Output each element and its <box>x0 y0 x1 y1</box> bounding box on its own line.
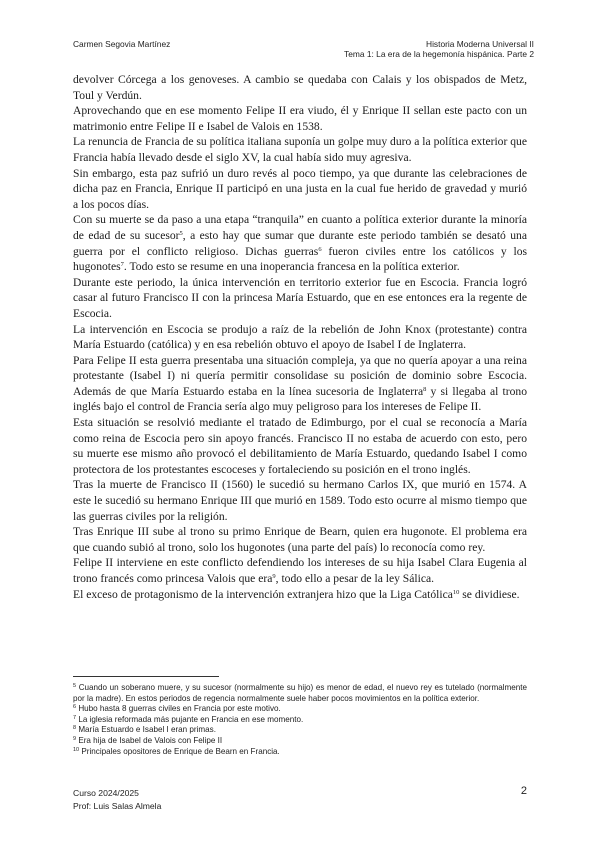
footer-info <box>73 787 161 813</box>
paragraph-text: Durante este periodo, la única intervención en territorio exterior fue en Escocia. Francia logró casar al futuro Francisco II con la princesa María Estuardo, que en ese entonces era la regente de Escocia. <box>73 275 527 320</box>
paragraph-text: Con su muerte se da paso a una etapa “tranquila” en cuanto a política exterior durante la minoría de edad de su sucesor <box>73 213 527 242</box>
paragraph-text: Felipe II interviene en este conflicto defendiendo los intereses de su hija Isabel Clara Eugenia al trono francés como princesa Valois que era <box>73 556 527 585</box>
paragraph-text: , todo ello a pesar de la ley Sálica. <box>275 572 435 585</box>
footnote-number: 6 <box>73 704 77 711</box>
footnote-text: Principales opositores de Enrique de Bearn en Francia. <box>81 746 280 756</box>
footnote-separator <box>73 676 219 677</box>
footnote-ref: 9 <box>272 573 276 580</box>
footnotes <box>73 683 527 757</box>
footnote-text: La iglesia reformada más pujante en Francia en ese momento. <box>78 714 304 724</box>
paragraph-text: El exceso de protagonismo de la intervención extranjera hizo que la Liga Católica <box>73 587 453 601</box>
paragraph <box>73 322 527 353</box>
paragraph-text: devolver Córcega a los genoveses. A cambio se quedaba con Calais y los obispados de Metz, Toul y Verdún. <box>73 73 527 102</box>
footnote-ref: 5 <box>179 229 183 237</box>
header-topic: Tema 1: La era de la hegemonía hispánica. Parte 2 <box>344 49 534 59</box>
paragraph-text: Aprovechando que en ese momento Felipe II era viudo, él y Enrique II sellan este pacto con un matrimonio entre Felipe II e Isabel de Valois en 1538. <box>73 104 527 133</box>
footnote-text: María Estuardo e Isabel I eran primas. <box>78 725 216 735</box>
paragraph <box>73 134 527 165</box>
footnote <box>73 725 527 736</box>
paragraph <box>73 72 527 103</box>
paragraph <box>73 415 527 477</box>
paragraph <box>73 275 527 322</box>
footnote-ref: 6 <box>318 245 322 253</box>
body-text <box>73 72 527 602</box>
paragraph-text: , a esto hay que sumar que durante este periodo también se desató una guerra por el conflicto religioso. Dichas guerras <box>73 228 527 258</box>
paragraph-text: . Todo esto se resume en una inoperancia francesa en la política exterior. <box>123 260 460 274</box>
paragraph-text: fueron civiles entre los católicos y los hugonotes <box>73 244 528 274</box>
paragraph-text: se dividiese. <box>459 587 520 601</box>
footnote-number: 8 <box>73 725 77 732</box>
footnote-ref: 10 <box>452 588 460 596</box>
footer-course: Curso 2024/2025 <box>73 788 139 798</box>
paragraph <box>73 166 527 213</box>
footnote-number: 5 <box>73 683 77 689</box>
paragraph <box>73 212 527 274</box>
header-author: Carmen Segovia Martínez <box>73 39 171 49</box>
footnote <box>73 683 527 704</box>
paragraph-text: La intervención en Escocia se produjo a raíz de la rebelión de John Knox (protestante) contra María Estuardo (católica) y en esa rebelión obtuvo el apoyo de Isabel I de Inglaterra. <box>73 322 527 352</box>
footnote-number: 7 <box>73 714 77 721</box>
footnote-number: 10 <box>73 746 80 753</box>
paragraph-text: Tras Enrique III sube al trono su primo Enrique de Bearn, quien era hugonote. El problema era que cuando subió al trono, solo los hugonotes (una parte del país) lo reconocía como rey. <box>73 525 527 554</box>
footnote <box>73 715 527 726</box>
footnote <box>73 704 527 715</box>
page-number: 2 <box>520 785 527 797</box>
footnote-text: Cuando un soberano muere, y su sucesor (normalmente su hijo) es menor de edad, el nuevo rey es tutelado (normalmente por la madre). En estos periodos de regencia normalmente suele haber pocos movimientos en la política exterior. <box>73 683 527 703</box>
footnote-ref: 7 <box>120 261 124 269</box>
paragraph-text: Esta situación se resolvió mediante el tratado de Edimburgo, por el cual se reconocía a María como reina de Escocia pero sin apoyo francés. Francisco II no estaba de acuerdo con esto, pero su muerte ese mismo año provocó el debilitamiento de María Estuardo, quedando Isabel I como protectora de los protestantes escoceses y fortaleciendo su posición en el trono inglés. <box>73 416 527 476</box>
paragraph-text: Para Felipe II esta guerra presentaba una situación compleja, ya que no quería apoyar a una reina protestante (Isabel I) ni quería permitir consolidase su posición de dominio sobre Escocia. Además de que María Estuardo estaba en la línea sucesoria de Inglaterra <box>73 353 527 398</box>
header-course-title: Historia Moderna Universal II <box>426 39 534 49</box>
footnote-ref: 8 <box>423 385 427 393</box>
footnote-number: 9 <box>73 735 77 742</box>
paragraph <box>73 103 527 134</box>
footnote-text: Era hija de Isabel de Valois con Felipe II <box>78 735 223 745</box>
paragraph <box>73 477 527 524</box>
paragraph-text: La renuncia de Francia de su política italiana suponía un golpe muy duro a la política exterior que Francia había llevado desde el siglo XV, la cual había sido muy agresiva. <box>73 135 527 164</box>
paragraph <box>73 353 527 415</box>
paragraph-text: Sin embargo, esta paz sufrió un duro revés al poco tiempo, ya que durante las celebraciones de dicha paz en Francia, Enrique II participó en una justa en la cual fue herido de gravedad y murió a los pocos días. <box>73 166 527 211</box>
footnote <box>73 747 527 758</box>
paragraph <box>73 587 527 603</box>
footer-professor: Prof: Luis Salas Almela <box>73 801 162 811</box>
paragraph <box>73 524 527 555</box>
paragraph <box>73 555 527 586</box>
footnote <box>73 736 527 747</box>
footnote-text: Hubo hasta 8 guerras civiles en Francia por este motivo. <box>78 704 281 714</box>
paragraph-text: y si llegaba al trono inglés bajo el control de Francia sería algo muy peligroso para los intereses de Felipe II. <box>73 384 527 414</box>
paragraph-text: Tras la muerte de Francisco II (1560) le sucedió su hermano Carlos IX, que murió en 1574. A este le sucedió su hermano Enrique III que murió en 1589. Todo esto ocurre al mismo tiempo que las guerras civiles por la religión. <box>73 478 527 523</box>
header-course-info <box>344 39 534 59</box>
